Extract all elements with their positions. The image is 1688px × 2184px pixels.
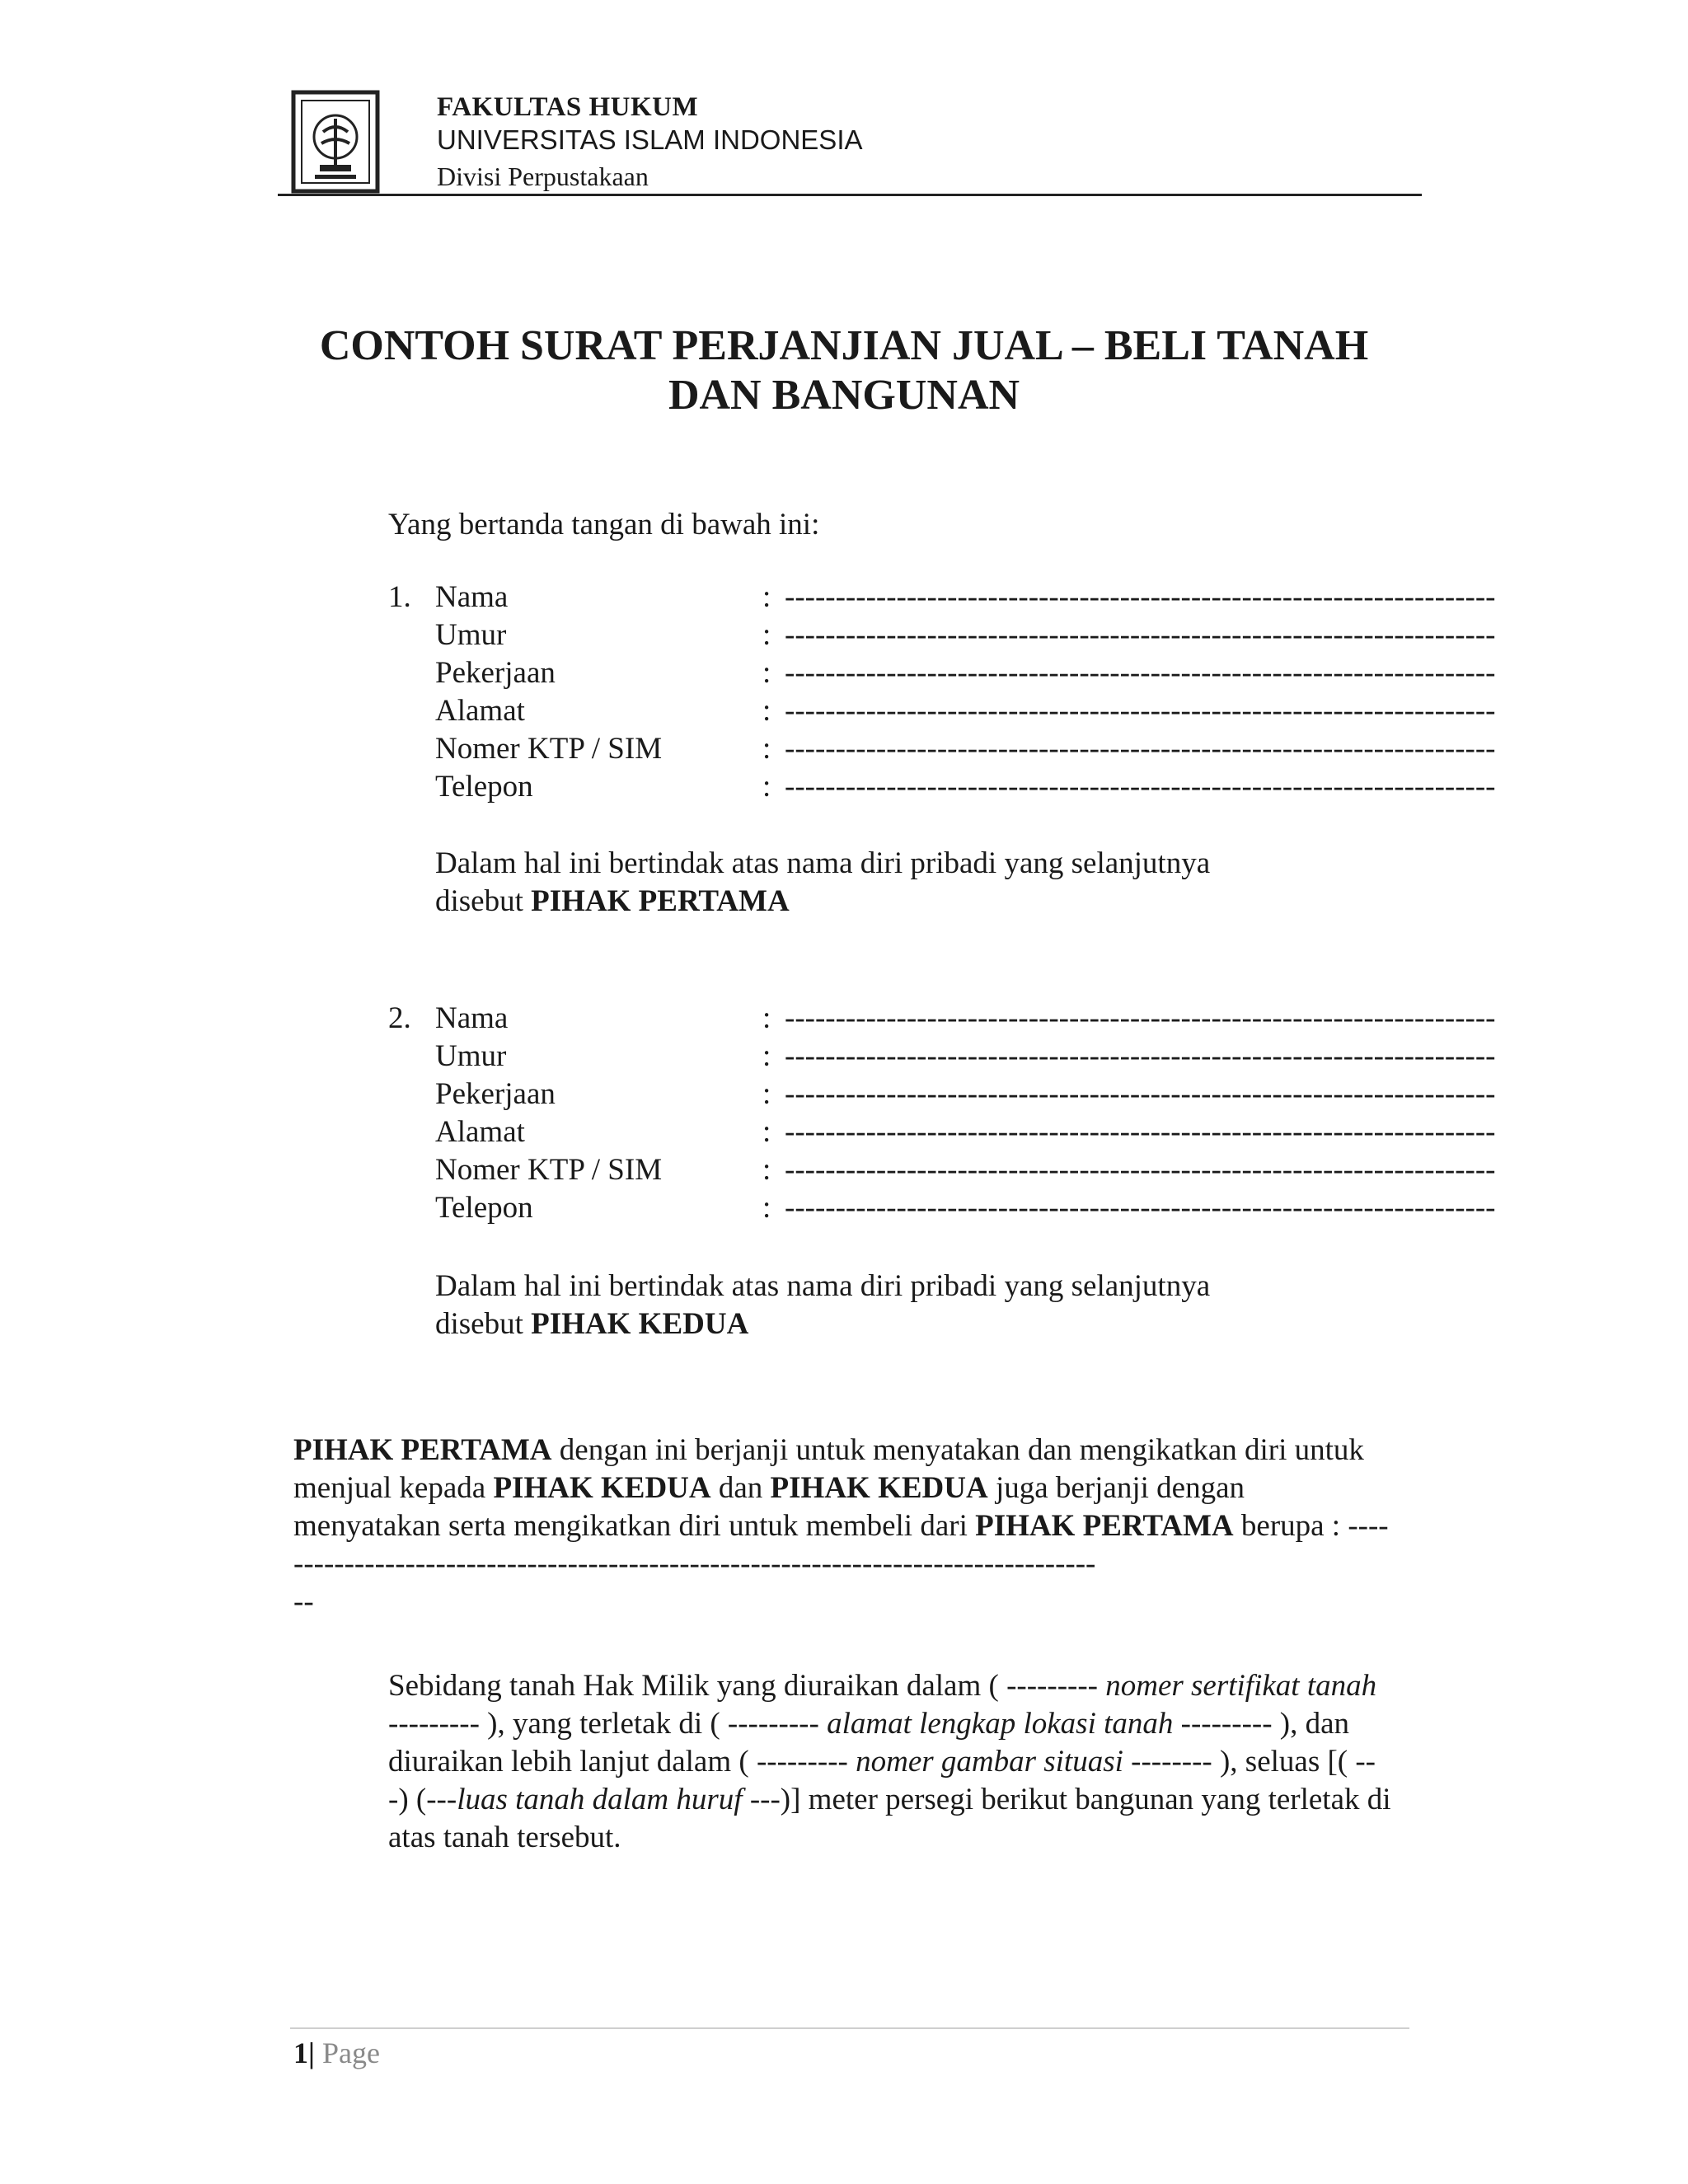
page-label: Page	[314, 2036, 380, 2069]
party1-field-pekerjaan	[0, 654, 1688, 692]
field-label: Umur	[435, 1039, 507, 1073]
paragraph-text: ---)] meter persegi berikut bangunan yang terletak di atas tanah tersebut.	[388, 1783, 1391, 1854]
field-label: Pekerjaan	[435, 656, 556, 690]
field-colon: :	[762, 1039, 771, 1073]
field-blank: ----------------------------------------------------------------------	[785, 1039, 1496, 1073]
paragraph-text: berupa : -----------------------------------------------------------------------------------	[293, 1509, 1389, 1581]
field-label: Nomer KTP / SIM	[435, 1153, 663, 1187]
placeholder-text: luas tanah dalam huruf	[457, 1783, 743, 1816]
faculty-name: FAKULTAS HUKUM	[437, 92, 699, 122]
note-prefix: disebut	[435, 1307, 532, 1341]
field-colon: :	[762, 1191, 771, 1225]
page-number: 1	[293, 2036, 308, 2069]
field-label: Umur	[435, 618, 507, 652]
field-blank: ----------------------------------------------------------------------	[785, 1001, 1496, 1035]
field-colon: :	[762, 580, 771, 614]
paragraph-text: dan	[710, 1471, 771, 1505]
field-blank: ----------------------------------------------------------------------	[785, 1077, 1496, 1111]
field-label: Telepon	[435, 1191, 533, 1225]
note-line: Dalam hal ini bertindak atas nama diri pribadi yang selanjutnya	[435, 1269, 1211, 1303]
placeholder-text: nomer sertifikat tanah	[1105, 1669, 1377, 1703]
field-blank: ----------------------------------------------------------------------	[785, 732, 1496, 766]
field-colon: :	[762, 1077, 771, 1111]
field-label: Alamat	[435, 694, 525, 728]
party2-number: 2.	[388, 1001, 411, 1035]
field-blank: ----------------------------------------------------------------------	[785, 656, 1496, 690]
document-title	[247, 321, 1441, 420]
party2-field-ktp	[0, 1151, 1688, 1189]
party1-field-ktp	[0, 730, 1688, 768]
field-blank: ----------------------------------------------------------------------	[785, 580, 1496, 614]
note-line-2	[435, 1305, 1383, 1343]
party2-field-pekerjaan	[0, 1076, 1688, 1113]
field-colon: :	[762, 656, 771, 690]
placeholder-text: nomer gambar situasi	[856, 1745, 1123, 1779]
field-blank: ----------------------------------------------------------------------	[785, 770, 1496, 804]
party2-field-alamat	[0, 1113, 1688, 1151]
bold-term: PIHAK PERTAMA	[975, 1509, 1234, 1543]
party1-field-telepon	[0, 768, 1688, 806]
paragraph-text: juga berjanji dengan menyatakan serta mengikatkan diri untuk membeli dari	[293, 1471, 1245, 1543]
field-blank: ----------------------------------------------------------------------	[785, 694, 1496, 728]
party-designation: PIHAK KEDUA	[531, 1307, 749, 1341]
party2-field-telepon	[0, 1189, 1688, 1227]
bold-term: PIHAK KEDUA	[770, 1471, 988, 1505]
field-label: Nama	[435, 1001, 509, 1035]
footer-divider	[290, 2027, 1409, 2029]
page-separator: |	[308, 2036, 315, 2069]
university-name: UNIVERSITAS ISLAM INDONESIA	[437, 124, 863, 155]
note-line-2	[435, 883, 1383, 921]
field-label: Nama	[435, 580, 509, 614]
division-name: Divisi Perpustakaan	[437, 162, 649, 191]
bold-term: PIHAK PERTAMA	[293, 1433, 552, 1467]
field-blank: ----------------------------------------------------------------------	[785, 1115, 1496, 1149]
paragraph-text: --	[293, 1585, 314, 1619]
field-colon: :	[762, 732, 771, 766]
paragraph-text: Sebidang tanah Hak Milik yang diuraikan dalam ( ---------	[388, 1669, 1106, 1703]
note-prefix: disebut	[435, 884, 532, 918]
field-colon: :	[762, 694, 771, 728]
field-colon: :	[762, 770, 771, 804]
party2-field-nama	[0, 1000, 1688, 1038]
field-colon: :	[762, 1115, 771, 1149]
field-colon: :	[762, 1001, 771, 1035]
party1-field-alamat	[0, 692, 1688, 730]
bold-term: PIHAK KEDUA	[493, 1471, 711, 1505]
paragraph-text: dengan ini berjanji untuk menyatakan dan mengikatkan diri untuk menjual kepada	[293, 1433, 1364, 1505]
party2-note	[435, 1268, 1383, 1343]
intro-text: Yang bertanda tangan di bawah ini:	[388, 508, 820, 541]
university-seal-icon	[290, 89, 381, 194]
party1-note	[435, 845, 1383, 921]
page-footer	[293, 2036, 380, 2070]
title-line-1: CONTOH SURAT PERJANJIAN JUAL – BELI TANAH	[319, 322, 1369, 369]
header-divider	[278, 194, 1422, 196]
field-blank: ----------------------------------------------------------------------	[785, 1191, 1496, 1225]
field-colon: :	[762, 618, 771, 652]
party2-field-umur	[0, 1038, 1688, 1076]
party1-field-umur	[0, 616, 1688, 654]
field-colon: :	[762, 1153, 771, 1187]
field-label: Alamat	[435, 1115, 525, 1149]
paragraph-text: --------- ), yang terletak di ( ---------	[388, 1707, 828, 1741]
note-line: Dalam hal ini bertindak atas nama diri pribadi yang selanjutnya	[435, 846, 1211, 880]
party1-field-nama	[0, 579, 1688, 616]
paragraph-text: -------- ), seluas [( ---) (---	[388, 1745, 1376, 1816]
title-line-2: DAN BANGUNAN	[668, 372, 1020, 419]
field-label: Telepon	[435, 770, 533, 804]
field-label: Nomer KTP / SIM	[435, 732, 663, 766]
paragraph-text: --------- ), dan diuraikan lebih lanjut dalam ( ---------	[388, 1707, 1350, 1779]
property-paragraph	[388, 1667, 1394, 1857]
party-designation: PIHAK PERTAMA	[531, 884, 790, 918]
agreement-paragraph	[293, 1432, 1390, 1621]
field-blank: ----------------------------------------------------------------------	[785, 618, 1496, 652]
field-blank: ----------------------------------------------------------------------	[785, 1153, 1496, 1187]
field-label: Pekerjaan	[435, 1077, 556, 1111]
party1-number: 1.	[388, 580, 411, 614]
placeholder-text: alamat lengkap lokasi tanah	[827, 1707, 1174, 1741]
